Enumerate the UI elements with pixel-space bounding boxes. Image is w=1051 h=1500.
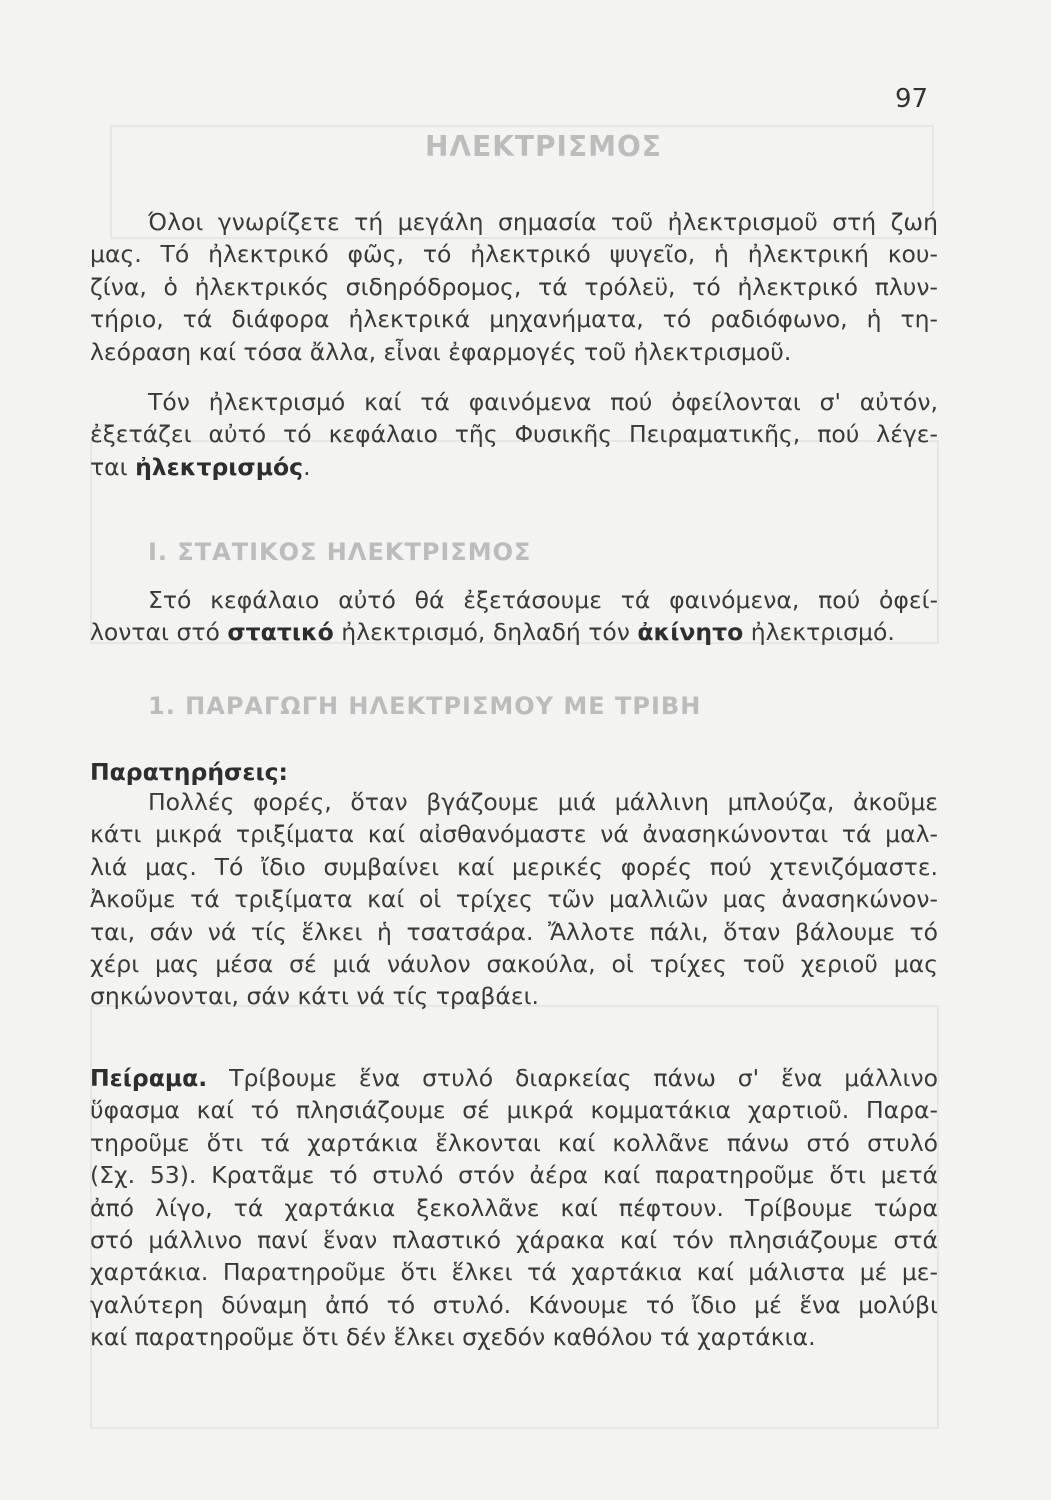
text-line: χέρι μας μέσα σέ μιά νάυλον σακούλα, οἱ τρίχες τοῦ χεριοῦ μας [90,950,938,979]
text-line: καί παρατηροῦμε ὅτι δέν ἕλκει σχεδόν καθόλου τά χαρτάκια. [90,1323,816,1352]
text-line: λιά μας. Τό ἴδιο συμβαίνει καί μερικές φορές πού χτενιζόμαστε. [90,852,938,881]
text-run: ται [90,452,136,481]
chapter-title: ΗΛΕΚΤΡΙΣΜΟΣ [425,130,662,163]
text-line: χαρτάκια. Παρατηροῦμε ὅτι ἕλκει τά χαρτάκια καί μάλιστα μέ με- [90,1258,938,1287]
experiment-paragraph [90,1062,938,1354]
text-line: ζίνα, ὁ ἠλεκτρικός σιδηρόδρομος, τά τρόλεϋ, τό ἠλεκτρικό πλυν- [90,272,938,301]
text-run: Τρίβουμε ἕνα στυλό διαρκείας πάνω σ' ἕνα μάλλινο [207,1064,938,1092]
observations-paragraph [90,786,938,1013]
page-number: 97 [895,84,929,114]
text-line: σηκώνονται, σάν κάτι νά τίς τραβάει. [90,982,539,1011]
text-line: λεόραση καί τόσα ἄλλα, εἶναι ἐφαρμογές τοῦ ἠλεκτρισμοῦ. [90,337,792,366]
text-line: μας. Τό ἠλεκτρικό φῶς, τό ἠλεκτρικό ψυγεῖο, ἡ ἠλεκτρική κου- [90,240,938,269]
term-static: στατικό [227,618,334,647]
section-paragraph [90,584,938,649]
text-run: ἠλεκτρισμό, δηλαδή τόν [333,618,638,647]
text-line: Τόν ἠλεκτρισμό καί τά φαινόμενα πού ὀφείλονται σ' αὐτόν, [148,388,938,416]
section-title: I. ΣΤΑΤΙΚΟΣ ΗΛΕΚΤΡΙΣΜΟΣ [148,538,532,566]
text-line: ἐξετάζει αὐτό τό κεφάλαιο τῆς Φυσικῆς Πειραματικῆς, πού λέγε- [90,420,938,449]
observations-label: Παρατηρήσεις: [90,758,288,786]
text-line: γαλύτερη δύναμη ἀπό τό στυλό. Κάνουμε τό ἴδιο μέ ἕνα μολύβι [90,1290,938,1319]
text-line: τηροῦμε ὅτι τά χαρτάκια ἕλκονται καί κολλᾶνε πάνω στό στυλό [90,1128,938,1157]
intro-paragraph [90,206,938,368]
text-run: λονται στό [90,618,228,647]
text-line: Πολλές φορές, ὅταν βγάζουμε μιά μάλλινη μπλούζα, ἀκοῦμε [148,788,938,816]
text-line [90,616,938,648]
text-line: στό μάλλινο πανί ἕναν πλαστικό χάρακα καί τόν πλησιάζουμε στά [90,1226,938,1255]
text-line [90,451,938,483]
text-line: Στό κεφάλαιο αὐτό θά ἐξετάσουμε τά φαινόμενα, πού ὀφεί- [148,586,938,614]
text-run: ἠλεκτρισμό. [743,618,895,647]
text-line: Ἀκοῦμε τά τριξίματα καί οἱ τρίχες τῶν μαλλιῶν μας ἀνασηκώνον- [90,885,938,914]
text-line: ἀπό λίγο, τά χαρτάκια ξεκολλᾶνε καί πέφτουν. Τρίβουμε τώρα [90,1193,938,1222]
text-line: κάτι μικρά τριξίματα καί αἰσθανόμαστε νά ἀνασηκώνονται τά μαλ- [90,820,938,849]
text-line: τήριο, τά διάφορα ἠλεκτρικά μηχανήματα, τό ραδιόφωνο, ἡ τη- [90,305,938,334]
text-run: . [303,452,311,481]
text-line: ὕφασμα καί τό πλησιάζουμε σέ μικρά κομματάκια χαρτιοῦ. Παρα- [90,1096,938,1125]
subsection-title: 1. ΠΑΡΑΓΩΓΗ ΗΛΕΚΤΡΙΣΜΟΥ ΜΕ ΤΡΙΒΗ [148,692,702,720]
text-line: (Σχ. 53). Κρατᾶμε τό στυλό στόν ἀέρα καί παρατηροῦμε ὅτι μετά [90,1161,938,1190]
experiment-label: Πείραμα. [90,1064,208,1092]
text-line: Όλοι γνωρίζετε τή μεγάλη σημασία τοῦ ἠλεκτρισμοῦ στή ζωή [148,208,938,236]
definition-paragraph [90,386,938,483]
text-line [90,1062,938,1094]
term-electricity: ἠλεκτρισμός [135,452,304,481]
text-line: ται, σάν νά τίς ἕλκει ἡ τσατσάρα. Ἄλλοτε πάλι, ὅταν βάλουμε τό [90,917,938,946]
term-stationary: ἀκίνητο [637,618,744,647]
